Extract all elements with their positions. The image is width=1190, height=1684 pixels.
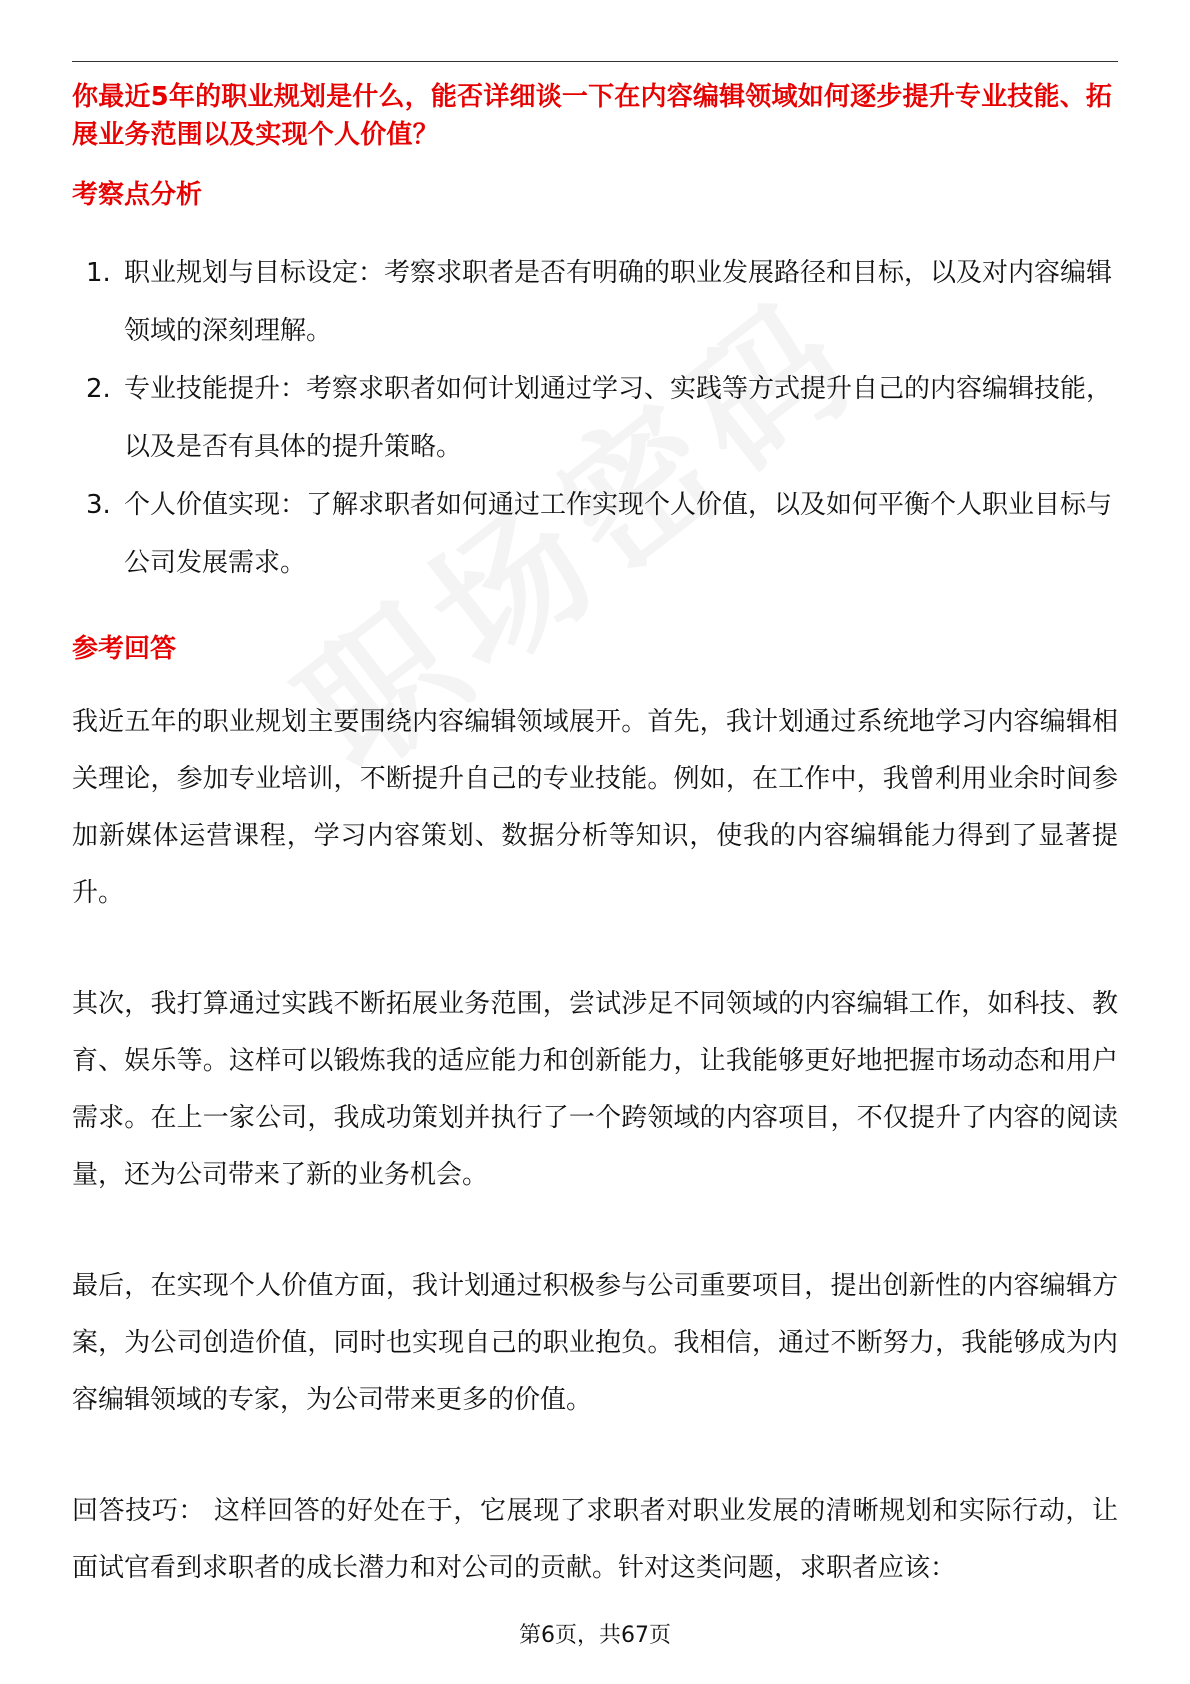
header-rule (72, 61, 1118, 62)
list-item-text: 职业规划与目标设定：考察求职者是否有明确的职业发展路径和目标，以及对内容编辑领域的深刻理解。 (124, 258, 1113, 346)
page-number: 第6页，共67页 (519, 1623, 671, 1648)
list-item-number: 1. (86, 258, 111, 288)
analysis-heading: 考察点分析 (72, 180, 203, 210)
analysis-points-list (72, 244, 1118, 592)
answer-paragraph: 我近五年的职业规划主要围绕内容编辑领域展开。首先，我计划通过系统地学习内容编辑相关理论，参加专业培训，不断提升自己的专业技能。例如，在工作中，我曾利用业余时间参加新媒体运营课程，学习内容策划、数据分析等知识，使我的内容编辑能力得到了显著提升。 (72, 707, 1118, 908)
list-item-text: 个人价值实现：了解求职者如何通过工作实现个人价值，以及如何平衡个人职业目标与公司发展需求。 (124, 490, 1113, 578)
list-item-number: 2. (86, 374, 111, 404)
interview-question: 你最近5年的职业规划是什么，能否详细谈一下在内容编辑领域如何逐步提升专业技能、拓展业务范围以及实现个人价值？ (72, 82, 1113, 150)
answer-heading: 参考回答 (72, 634, 177, 664)
list-item (72, 476, 1118, 592)
page-content (72, 78, 1118, 1597)
list-item (72, 244, 1118, 360)
list-item-number: 3. (86, 490, 111, 520)
list-item (72, 360, 1118, 476)
answer-tips-paragraph: 回答技巧： 这样回答的好处在于，它展现了求职者对职业发展的清晰规划和实际行动，让面试官看到求职者的成长潜力和对公司的贡献。针对这类问题，求职者应该： (72, 1496, 1118, 1583)
answer-paragraph: 其次，我打算通过实践不断拓展业务范围，尝试涉足不同领域的内容编辑工作，如科技、教育、娱乐等。这样可以锻炼我的适应能力和创新能力，让我能够更好地把握市场动态和用户需求。在上一家公司，我成功策划并执行了一个跨领域的内容项目，不仅提升了内容的阅读量，还为公司带来了新的业务机会。 (72, 989, 1118, 1190)
answer-paragraph: 最后，在实现个人价值方面，我计划通过积极参与公司重要项目，提出创新性的内容编辑方案，为公司创造价值，同时也实现自己的职业抱负。我相信，通过不断努力，我能够成为内容编辑领域的专家，为公司带来更多的价值。 (72, 1271, 1118, 1415)
list-item-text: 专业技能提升：考察求职者如何计划通过学习、实践等方式提升自己的内容编辑技能，以及是否有具体的提升策略。 (124, 374, 1113, 462)
